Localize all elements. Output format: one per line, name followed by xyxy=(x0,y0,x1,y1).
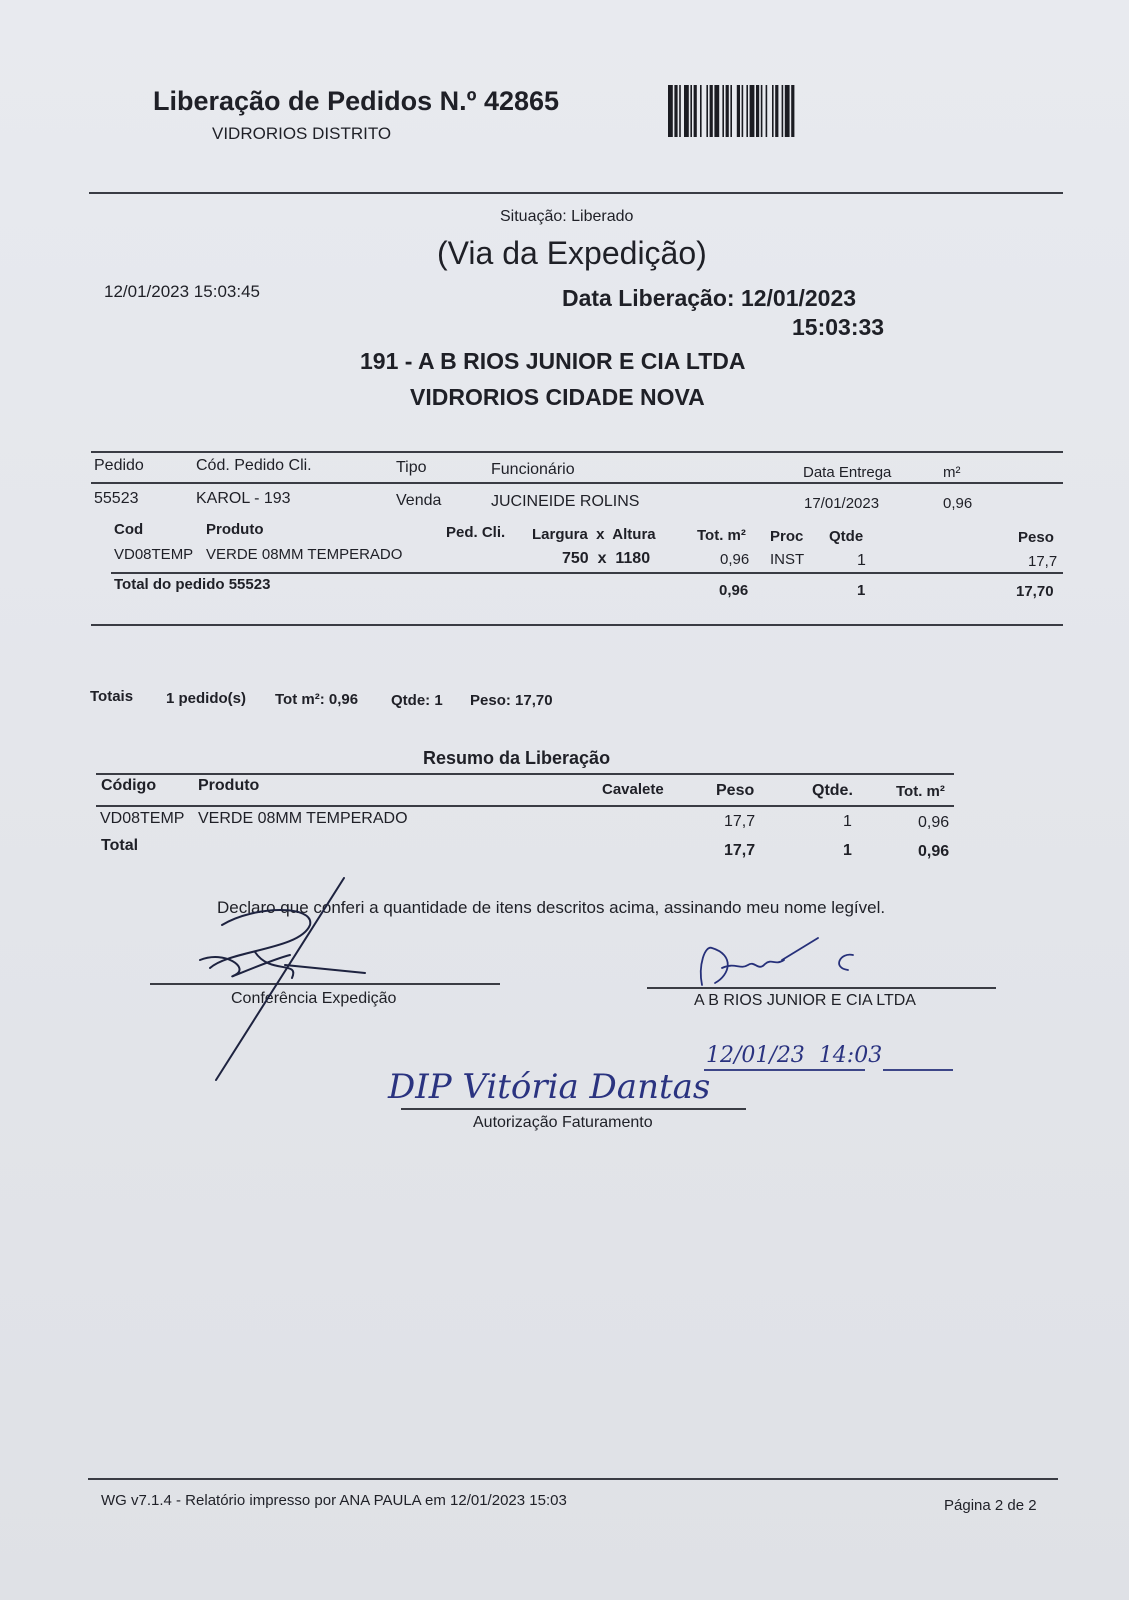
order-total-label: Total do pedido 55523 xyxy=(114,576,271,593)
resumo-qtde: 1 xyxy=(843,813,852,830)
resumo-total-label: Total xyxy=(101,837,139,854)
resumo-header-tot-m2: Tot. m² xyxy=(896,783,945,800)
order-total-qtde: 1 xyxy=(857,582,866,599)
order-table-top-rule xyxy=(91,451,1063,453)
signature-line-autorizacao xyxy=(401,1108,746,1110)
client-store: VIDRORIOS CIDADE NOVA xyxy=(410,384,705,410)
barcode-icon xyxy=(668,85,838,137)
item-header-ped-cli: Ped. Cli. xyxy=(446,524,506,541)
order-m2: 0,96 xyxy=(943,495,973,512)
order-header-rule xyxy=(91,482,1063,484)
resumo-header-peso: Peso xyxy=(716,782,755,799)
resumo-total-peso: 17,7 xyxy=(724,842,756,859)
resumo-header-produto: Produto xyxy=(198,777,260,794)
resumo-header-qtde: Qtde. xyxy=(812,782,853,799)
item-largura-altura: 750 x 1180 xyxy=(562,550,651,567)
item-produto: VERDE 08MM TEMPERADO xyxy=(206,546,403,563)
via-title: (Via da Expedição) xyxy=(437,235,707,271)
totais-peso: Peso: 17,70 xyxy=(470,692,553,709)
signature-label-autorizacao: Autorização Faturamento xyxy=(473,1114,653,1131)
order-total-rule xyxy=(111,572,1063,574)
col-header-pedido: Pedido xyxy=(94,457,144,474)
item-cod: VD08TEMP xyxy=(114,546,194,563)
resumo-peso: 17,7 xyxy=(724,813,756,830)
print-datetime: 12/01/2023 15:03:45 xyxy=(104,282,260,301)
item-tot-m2: 0,96 xyxy=(720,551,750,568)
resumo-total-qtde: 1 xyxy=(843,842,852,859)
order-cod-pedido-cli: KAROL - 193 xyxy=(196,490,291,507)
order-total-peso: 17,70 xyxy=(1016,583,1054,600)
resumo-produto: VERDE 08MM TEMPERADO xyxy=(198,810,408,827)
footer-page-number: Página 2 de 2 xyxy=(944,1497,1037,1514)
totais-pedidos: 1 pedido(s) xyxy=(166,690,247,707)
resumo-top-rule xyxy=(96,773,954,775)
item-header-largura-altura: Largura x Altura xyxy=(532,526,656,543)
resumo-title: Resumo da Liberação xyxy=(423,748,611,768)
resumo-codigo: VD08TEMP xyxy=(100,810,185,827)
totais-label: Totais xyxy=(90,688,134,705)
item-header-produto: Produto xyxy=(206,521,264,538)
totais-tot-m2: Tot m²: 0,96 xyxy=(275,691,359,708)
resumo-total-tot-m2: 0,96 xyxy=(918,843,950,860)
document-title: Liberação de Pedidos N.º 42865 xyxy=(153,86,560,116)
order-pedido: 55523 xyxy=(94,490,139,507)
footer-printed-by: WG v7.1.4 - Relatório impresso por ANA PAULA em 12/01/2023 15:03 xyxy=(101,1492,567,1509)
order-data-entrega: 17/01/2023 xyxy=(804,495,880,512)
declaration-text: Declaro que conferi a quantidade de itens descritos acima, assinando meu nome legível. xyxy=(217,898,886,917)
data-liberacao: Data Liberação: 12/01/2023 xyxy=(562,285,857,311)
item-proc: INST xyxy=(770,551,805,568)
header-divider xyxy=(89,192,1063,194)
resumo-header-codigo: Código xyxy=(101,777,157,794)
status-situacao: Situação: Liberado xyxy=(500,208,634,225)
item-header-peso: Peso xyxy=(1018,529,1054,546)
item-peso: 17,7 xyxy=(1028,553,1058,570)
data-liberacao-time: 15:03:33 xyxy=(792,314,885,340)
item-header-tot-m2: Tot. m² xyxy=(697,527,746,544)
signature-label-company: A B RIOS JUNIOR E CIA LTDA xyxy=(694,992,916,1009)
signature-line-company xyxy=(647,987,996,989)
col-header-tipo: Tipo xyxy=(396,459,427,476)
item-header-qtde: Qtde xyxy=(829,528,864,545)
resumo-tot-m2: 0,96 xyxy=(918,814,950,831)
totais-qtde: Qtde: 1 xyxy=(391,692,443,709)
handwritten-date-text: 12/01/23 14:03 xyxy=(706,1043,883,1068)
order-funcionario: JUCINEIDE ROLINS xyxy=(491,493,640,510)
signature-label-conferencia: Conferência Expedição xyxy=(231,990,397,1007)
resumo-header-rule xyxy=(96,805,954,807)
order-total-tot-m2: 0,96 xyxy=(719,582,749,599)
col-header-funcionario: Funcionário xyxy=(491,461,575,478)
col-header-data-entrega: Data Entrega xyxy=(803,464,892,481)
item-header-proc: Proc xyxy=(770,528,804,545)
col-header-cod-pedido-cli: Cód. Pedido Cli. xyxy=(196,457,312,474)
client-name: 191 - A B RIOS JUNIOR E CIA LTDA xyxy=(360,348,746,374)
order-tipo: Venda xyxy=(396,492,442,509)
company-name: VIDRORIOS DISTRITO xyxy=(212,124,392,143)
item-header-cod: Cod xyxy=(114,521,144,538)
col-header-m2: m² xyxy=(943,464,961,481)
signature-company xyxy=(701,938,853,985)
handwritten-date xyxy=(704,1043,953,1070)
signature-line-conferencia xyxy=(150,983,500,985)
resumo-header-cavalete: Cavalete xyxy=(602,781,664,798)
footer-rule xyxy=(88,1478,1058,1480)
item-qtde: 1 xyxy=(857,552,866,569)
order-table-bottom-rule xyxy=(91,624,1063,626)
signature-autorizacao: DIP Vitória Dantas xyxy=(388,1067,711,1107)
